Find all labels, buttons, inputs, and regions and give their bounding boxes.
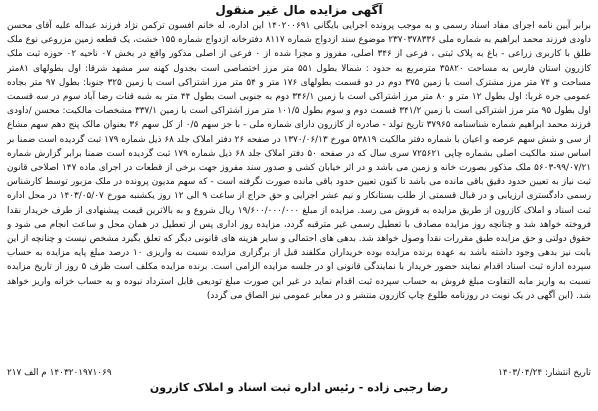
publish-date: تاریخ انتشار: ۱۴۰۳/۰۴/۲۴ <box>498 368 591 378</box>
footer-meta-row <box>7 367 591 379</box>
notice-footer <box>7 367 591 407</box>
notice-body: برابر آیین نامه اجرای مفاد اسناد رسمی و به موجب پرونده اجرایی بایگانی ۱۴۰۲۰۰۶۹۱ این اداره، له خانم افسون ترکمن نژاد فرزند عبداله علیه آقای محسن داودی فرزند محمد ابراهیم به شماره ملی ۲۳۷۰۳۷۸۳۳۶ موضوع سند ازدواج شماره ۸۱۱۷ دفترخانه ازدواج شماره ۱۵۵ خشت، یک قطعه زمین مزروعی نوع ملک طلق با کاربری زراعی - باغ به پلاک ثبتی ، فرعی از ۳۴۶ اصلی، مفروز و مجزا شده از ۰ فرعی از اصلی مذکور واقع در بخش ۰۷ ناحیه ۰۲ حوزه ثبت ملک کازرون استان فارس به مساحت ۳۵۸۲۰ مترمربع به حدود : شمالا بطول ۵۵۱ متر مرز اختصاصی است بجدول کهنه سر مشهد شرقا: اول بطولهای ۸۱متر مساحت و ۷۴ متر مرز مشترک است با زمین ۳۷۵ دوم در دو قسمت بطولهای ۱۷۶ متر و ۵۴ متر مرز اشتراکی است با زمین ۳۲۵ جنوبا: بطول ۹۷ متر بجاده عمومی جره غربا: اول بطول ۱۲ متر و ۸۰ متر مرز اشتراکی است با زمین ۳۴۶/۱ دوم به جنوبی است بطول ۴۴ متر به شبه قنات رضا آباد سوم در سه قسمت اول بطول ۹۵ متر مرز اشتراکی است با زمین ۳۴۱/۲ قسمت دوم و سوم بطول ۱۰۱/۵ متر مرز اشتراکی است با زمین ۳۳۷/۱ مشخصات مالکیت: محسن /داودی فرزند محمد ابراهیم شماره شناسنامه ۳۷۹۶۵ تاریخ تولد - صادره از کازرون دارای شماره ملی - با جز سهم ۰/۵ از کل سهم ۳۶ بعنوان مالک پنج دهم سهم مشاع از سی و شش سهم عرصه و اعیان با شماره دفتر مالکیت ۵۳۸۱۹ مورخ ۱۳۷۰/۰۶/۱۳ در صفحه ۲۶ دفتر املاک جلد ۶۸ ذیل شماره ۱۷۹ ثبت گردیده است ضمنا بر اساس سند مالکیت اصلی بشماره چاپی ۷۲۵۶۲۱ سری سال که در صفحه ۵۰ دفتر املاک جلد ۶۸ ذیل شماره ۱۷۹ ثبت گردیده است ضمنا برابر گزارش شماره ۹۹/۰۷/۲۱-۵۶۰۳ ملک مذکور بصورت خانه و زمین می باشد و در اثر خیابان کشی و صدور سند مفروز جهت برخی از قطعات در اجرای ماده ۱۴۷ اصلاحی قانون ثبت نیاز به تعیین حدود دقیق باقی مانده می باشد تا کنون تعیین حدود باقی مانده صورت نگرفته است - که سهم مدیون پرونده در ملک مزبور توسط کارشناس رسمی دادگستری ارزیابی و در قبال قسمتی از طلب بستانکار و نیم عشر اجرایی و حق حراج از ساعت ۹ الی ۱۲ روز یکشنبه مورخ ۱۴۰۳/۰۵/۰۷ در محل اداره ثبت اسناد و املاک کازرون از طریق مزایده به فروش می رسد. مزایده از مبلغ ۱۹/۶۰۰/۰۰۰/۰۰۰ ریال شروع و به بالاترین قیمت پیشنهادی از طرف خریدار نقدا فروخته خواهد شد و چنانچه روز مزایده مصادف با تعطیل رسمی غیر مترقبه گردد، مزایده روز اداری پس از تعطیل در همان محل و ساعت انجام می شود و حقوق دولتی و حق مزایده طبق مقررات نقدا وصول خواهد شد. بدهی های احتمالی و سایر هزینه های قانونی دیگر که تعلق بگیرد مشخص نیست و چنانچه از این بابت نیز بدهی وجود داشته باشد به عهده برنده مزایده بوده خریداران مکلفند قبل از برگزاری مزایده نسبت به واریزی ۱۰ درصد مبلغ پایه مزایده به حساب سپرده اداره ثبت اسناد اقدام نمایند حضور خریدار با نمایندگی قانونی او در جلسه مزایده الزامی است. برنده مزایده مکلف است ظرف ۵ روز از تاریخ مزایده نسبت به واریز مابه التفاوت مبلغ فروش به حساب سپرده ثبت اقدام نماید در غیر این صورت مبلغ تودیعی قابل استرداد نبوده و به حساب خزانه واریز خواهد شد. (این آگهی در یک نوبت در روزنامه طلوع چاپ کازرون منتشر و در معابر عمومی نیز الصاق می گردد) <box>7 21 591 301</box>
tracking-code: ۱۴۰۳۲۰۱۹۷۱۰۶۹ م الف ۲۱۷ <box>7 368 112 378</box>
signature-line: رضا رجبی زاده - رئیس اداره ثبت اسناد و املاک کازرون <box>149 381 449 394</box>
notice-title: آگهی مزایده مال غیر منقول <box>215 3 383 17</box>
